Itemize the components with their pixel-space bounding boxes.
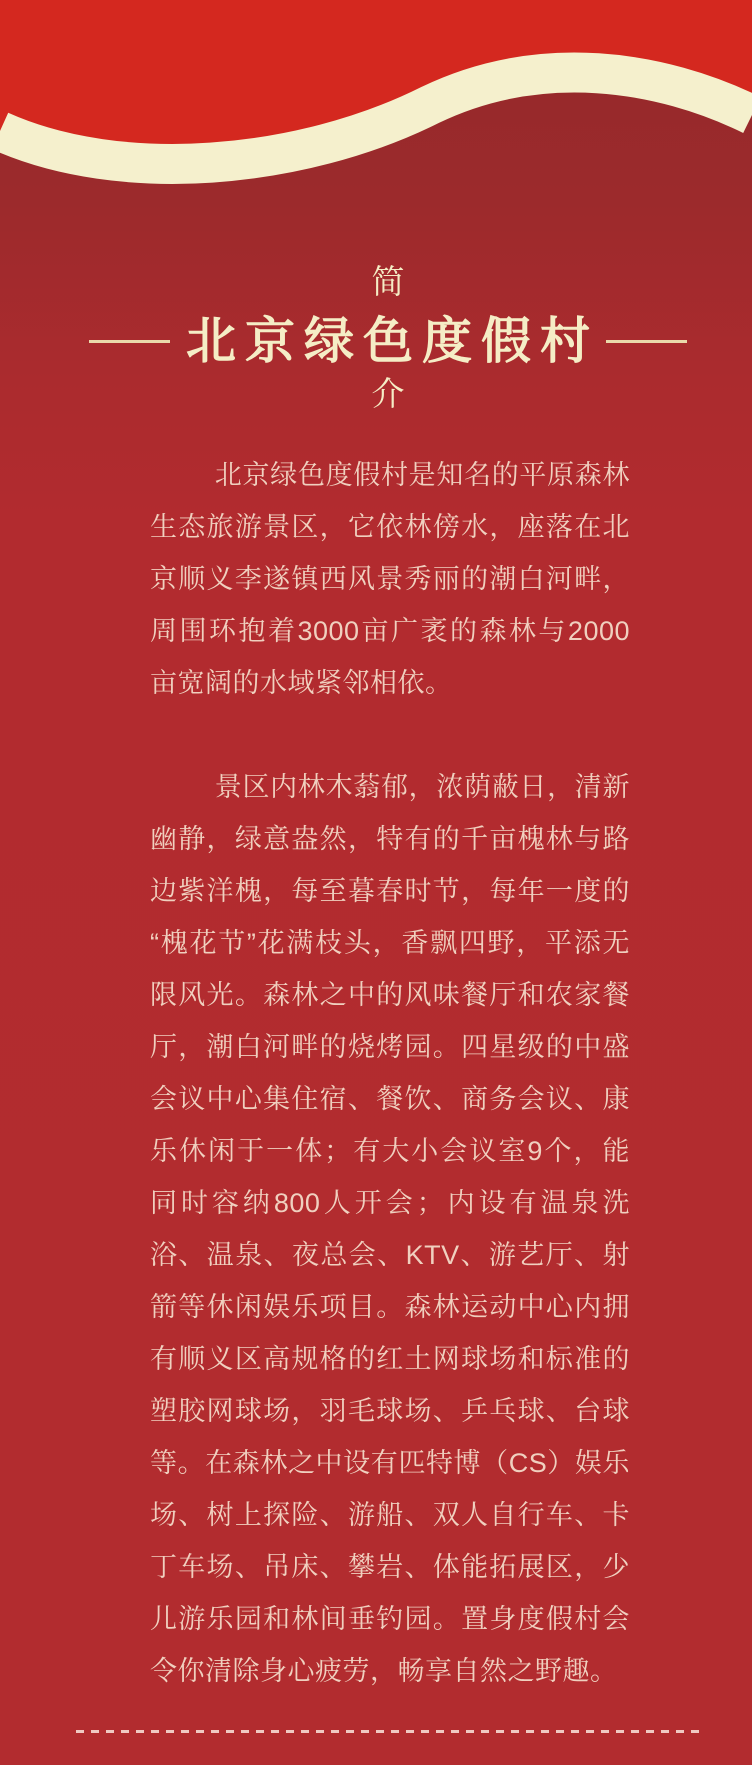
title-suffix-char: 介 bbox=[371, 375, 405, 412]
paragraph-details: 景区内林木蓊郁，浓荫蔽日，清新幽静，绿意盎然，特有的千亩槐林与路边紫洋槐，每至暮春时节，每年一度的“槐花节”花满枝头，香飘四野，平添无限风光。森林之中的风味餐厅和农家餐厅，潮白河畔的烧烤园。四星级的中盛会议中心集住宿、餐饮、商务会议、康乐休闲于一体；有大小会议室9个，能同时容纳800人开会；内设有温泉洗浴、温泉、夜总会、KTV、游艺厅、射箭等休闲娱乐项目。森林运动中心内拥有顺义区高规格的红土网球场和标准的塑胶网球场，羽毛球场、乒乓球、台球等。在森林之中设有匹特博（CS）娱乐场、树上探险、游船、双人自行车、卡丁车场、吊床、攀岩、体能拓展区，少儿游乐园和林间垂钓园。置身度假村会令你清除身心疲劳，畅享自然之野趣。 bbox=[150, 772, 630, 1686]
article-body bbox=[150, 449, 630, 1697]
title-prefix-char: 简 bbox=[371, 263, 405, 300]
paragraph-intro: 北京绿色度假村是知名的平原森林生态旅游景区，它依林傍水，座落在北京顺义李遂镇西风景秀丽的潮白河畔，周围环抱着3000亩广袤的森林与2000亩宽阔的水域紧邻相依。 bbox=[150, 460, 630, 698]
bottom-dashed-divider bbox=[76, 1730, 700, 1733]
page-title: 北京绿色度假村 bbox=[186, 313, 599, 369]
title-row bbox=[89, 313, 687, 369]
title-block bbox=[0, 265, 752, 410]
title-left-dash bbox=[89, 340, 170, 343]
title-right-dash bbox=[606, 340, 687, 343]
header-wave-decoration bbox=[0, 0, 752, 245]
